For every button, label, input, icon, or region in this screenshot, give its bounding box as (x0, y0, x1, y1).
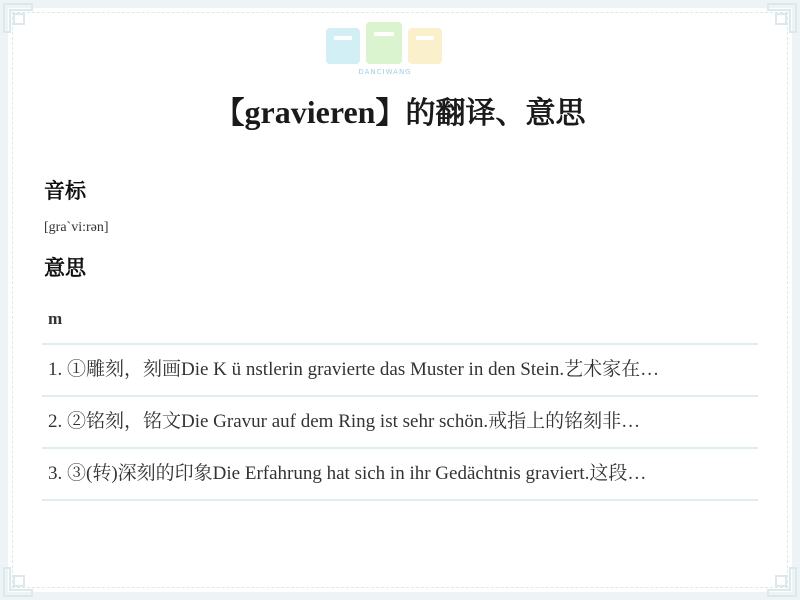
corner-ornament (2, 2, 36, 36)
title-word: gravieren (244, 94, 376, 130)
title-close-bracket: 】 (375, 96, 406, 131)
meaning-heading: 意思 (44, 256, 86, 280)
definition-list (42, 343, 758, 501)
definition-item[interactable]: 2. ②铭刻，铭文Die Gravur auf dem Ring ist sehr schön.戒指上的铭刻非… (42, 397, 758, 449)
title-suffix: 的翻译、意思 (405, 96, 586, 131)
site-logo-caption: DANCIWANG (358, 68, 412, 76)
phonetic-heading: 音标 (44, 179, 86, 203)
title-open-bracket: 【 (214, 96, 245, 131)
page-title (0, 88, 800, 132)
phonetic-value: [gra`vi:rən] (44, 220, 109, 235)
corner-ornament (2, 564, 36, 598)
part-of-speech: m (48, 309, 63, 328)
definition-item[interactable]: 3. ③(转)深刻的印象Die Erfahrung hat sich in ihr Gedächtnis graviert.这段… (42, 449, 758, 501)
definition-item[interactable]: 1. ①雕刻，刻画Die K ü nstlerin gravierte das Muster in den Stein.艺术家在… (42, 345, 758, 397)
corner-ornament (764, 2, 798, 36)
corner-ornament (764, 564, 798, 598)
